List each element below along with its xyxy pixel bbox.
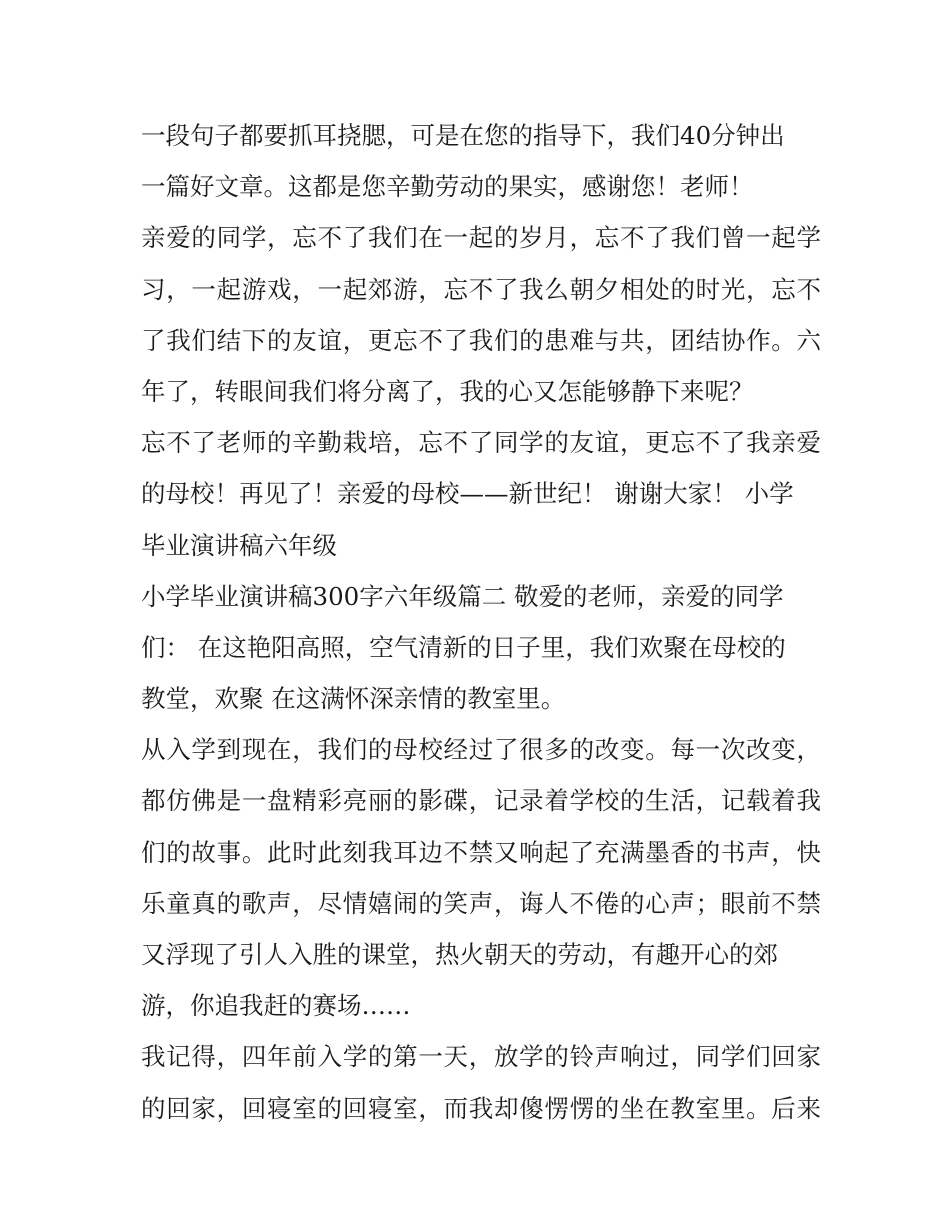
text-line: 们的故事。此时此刻我耳边不禁又响起了充满墨香的书声，快 xyxy=(141,837,821,867)
text-line: 又浮现了引人入胜的课堂，热火朝天的劳动，有趣开心的郊 xyxy=(141,940,778,969)
text-line: 习，一起游戏，一起郊游，忘不了我么朝夕相处的时光，忘不 xyxy=(141,274,821,304)
text-line: 都仿佛是一盘精彩亮丽的影碟，记录着学校的生活，记载着我 xyxy=(141,786,821,816)
text-line: 毕业演讲稿六年级 xyxy=(141,530,337,560)
text-line: 的母校！再见了！亲爱的母校——新世纪！ 谢谢大家！ 小学 xyxy=(141,479,794,509)
text-line: 乐童真的歌声，尽情嬉闹的笑声，诲人不倦的心声；眼前不禁 xyxy=(141,888,821,918)
text-line: 小学毕业演讲稿300字六年级篇二 敬爱的老师，亲爱的同学 xyxy=(141,581,784,611)
text-line: 亲爱的同学，忘不了我们在一起的岁月，忘不了我们曾一起学 xyxy=(141,223,821,253)
text-line: 一段句子都要抓耳挠腮，可是在您的指导下，我们40分钟出 xyxy=(141,121,785,150)
text-line: 一篇好文章。这都是您辛勤劳动的果实，感谢您！老师！ xyxy=(141,172,754,202)
text-line: 忘不了老师的辛勤栽培，忘不了同学的友谊，更忘不了我亲爱 xyxy=(141,428,821,458)
text-line: 年了，转眼间我们将分离了，我的心又怎能够静下来呢？ xyxy=(141,376,754,406)
text-line: 们： 在这艳阳高照，空气清新的日子里，我们欢聚在母校的 xyxy=(141,632,786,662)
body-text xyxy=(141,110,821,1134)
text-line: 教堂，欢聚 在这满怀深亲情的教室里。 xyxy=(141,684,566,714)
text-line: 了我们结下的友谊，更忘不了我们的患难与共，团结协作。六 xyxy=(141,325,821,355)
text-line: 从入学到现在，我们的母校经过了很多的改变。每一次改变， xyxy=(141,735,821,765)
text-line: 游，你追我赶的赛场…… xyxy=(141,991,411,1021)
text-line: 我记得，四年前入学的第一天，放学的铃声响过，同学们回家 xyxy=(141,1042,821,1072)
text-line: 的回家，回寝室的回寝室，而我却傻愣愣的坐在教室里。后来 xyxy=(141,1093,821,1123)
